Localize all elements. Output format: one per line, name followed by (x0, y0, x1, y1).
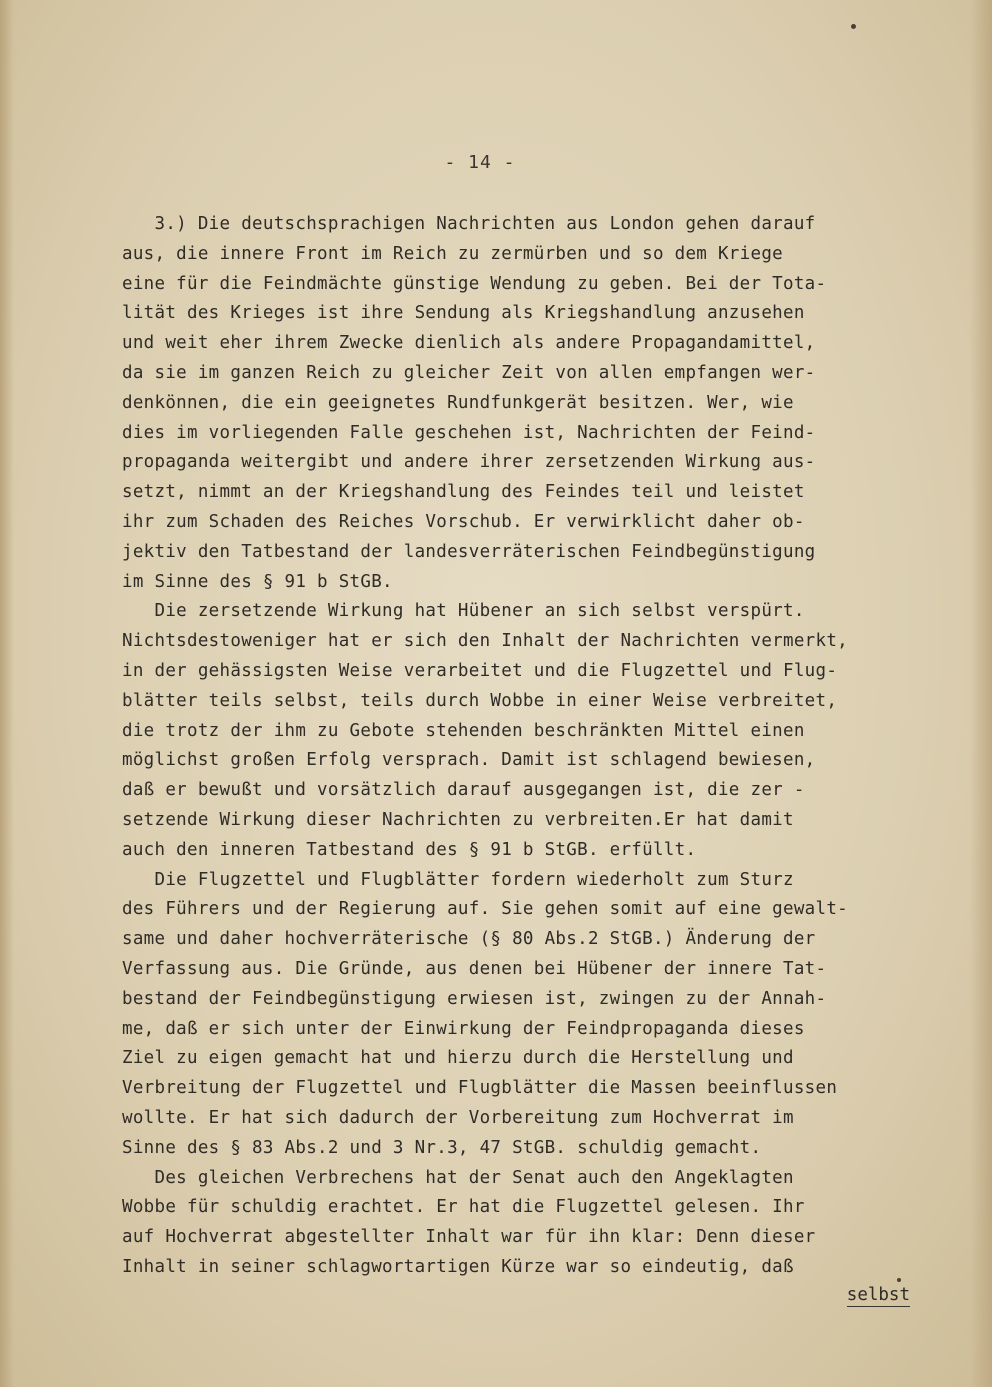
text-line: propaganda weitergibt und andere ihrer zersetzenden Wirkung aus- (122, 452, 816, 473)
text-line: same und daher hochverräterische (§ 80 Abs.2 StGB.) Änderung der (122, 929, 816, 950)
text-line: eine für die Feindmächte günstige Wendung zu geben. Bei der Tota- (122, 273, 827, 294)
text-line: lität des Krieges ist ihre Sendung als Kriegshandlung anzusehen (122, 303, 805, 324)
text-line: Sinne des § 83 Abs.2 und 3 Nr.3, 47 StGB. schuldig gemacht. (122, 1137, 762, 1158)
text-line: auf Hochverrat abgestellter Inhalt war für ihn klar: Denn dieser (122, 1227, 816, 1248)
text-line: Verbreitung der Flugzettel und Flugblätter die Massen beeinflussen (122, 1078, 838, 1099)
text-line: Die Flugzettel und Flugblätter fordern wiederholt zum Sturz (122, 869, 794, 890)
text-line: die trotz der ihm zu Gebote stehenden beschränkten Mittel einen (122, 720, 805, 741)
text-line: jektiv den Tatbestand der landesverräterischen Feindbegünstigung (122, 541, 816, 562)
ink-speck (851, 24, 856, 29)
text-line: bestand der Feindbegünstigung erwiesen ist, zwingen zu der Annah- (122, 988, 827, 1009)
text-line: aus, die innere Front im Reich zu zermürben und so dem Kriege (122, 243, 783, 264)
text-line: möglichst großen Erfolg versprach. Damit ist schlagend bewiesen, (122, 750, 816, 771)
text-line: Inhalt in seiner schlagwortartigen Kürze war so eindeutig, daß (122, 1256, 794, 1277)
text-line: ihr zum Schaden des Reiches Vorschub. Er verwirklicht daher ob- (122, 511, 805, 532)
text-line: Nichtsdestoweniger hat er sich den Inhalt der Nachrichten vermerkt, (122, 631, 849, 652)
text-line: da sie im ganzen Reich zu gleicher Zeit von allen empfangen wer- (122, 362, 816, 383)
text-line: Verfassung aus. Die Gründe, aus denen bei Hübener der innere Tat- (122, 958, 827, 979)
text-line: 3.) Die deutschsprachigen Nachrichten aus London gehen darauf (122, 214, 816, 234)
text-line: im Sinne des § 91 b StGB. (122, 571, 393, 592)
text-line: und weit eher ihrem Zwecke dienlich als andere Propagandamittel, (122, 333, 816, 354)
text-line: me, daß er sich unter der Einwirkung der Feindpropaganda dieses (122, 1018, 805, 1039)
text-line: wollte. Er hat sich dadurch der Vorbereitung zum Hochverrat im (122, 1107, 794, 1128)
typed-text-body (122, 210, 932, 1283)
text-line: Des gleichen Verbrechens hat der Senat auch den Angeklagten (122, 1167, 794, 1188)
text-line: in der gehässigsten Weise verarbeitet und die Flugzettel und Flug- (122, 660, 838, 681)
text-line: setzende Wirkung dieser Nachrichten zu verbreiten.Er hat damit (122, 809, 794, 830)
text-line: Wobbe für schuldig erachtet. Er hat die Flugzettel gelesen. Ihr (122, 1197, 805, 1218)
text-line: denkönnen, die ein geeignetes Rundfunkgerät besitzen. Wer, wie (122, 392, 794, 413)
text-line: blätter teils selbst, teils durch Wobbe in einer Weise verbreitet, (122, 690, 838, 711)
text-line: dies im vorliegenden Falle geschehen ist, Nachrichten der Feind- (122, 422, 816, 443)
text-line: Ziel zu eigen gemacht hat und hierzu durch die Herstellung und (122, 1048, 794, 1069)
text-line: des Führers und der Regierung auf. Sie gehen somit auf eine gewalt- (122, 899, 849, 920)
page-edge-shadow-left (0, 0, 14, 1387)
catchword: selbst (846, 1285, 910, 1305)
page-number: - 14 - (444, 152, 516, 173)
page-edge-shadow-right (970, 0, 992, 1387)
text-line: setzt, nimmt an der Kriegshandlung des Feindes teil und leistet (122, 482, 805, 503)
text-line: Die zersetzende Wirkung hat Hübener an sich selbst verspürt. (122, 601, 805, 622)
text-line: daß er bewußt und vorsätzlich darauf ausgegangen ist, die zer - (122, 780, 805, 801)
text-line: auch den inneren Tatbestand des § 91 b StGB. erfüllt. (122, 839, 697, 860)
